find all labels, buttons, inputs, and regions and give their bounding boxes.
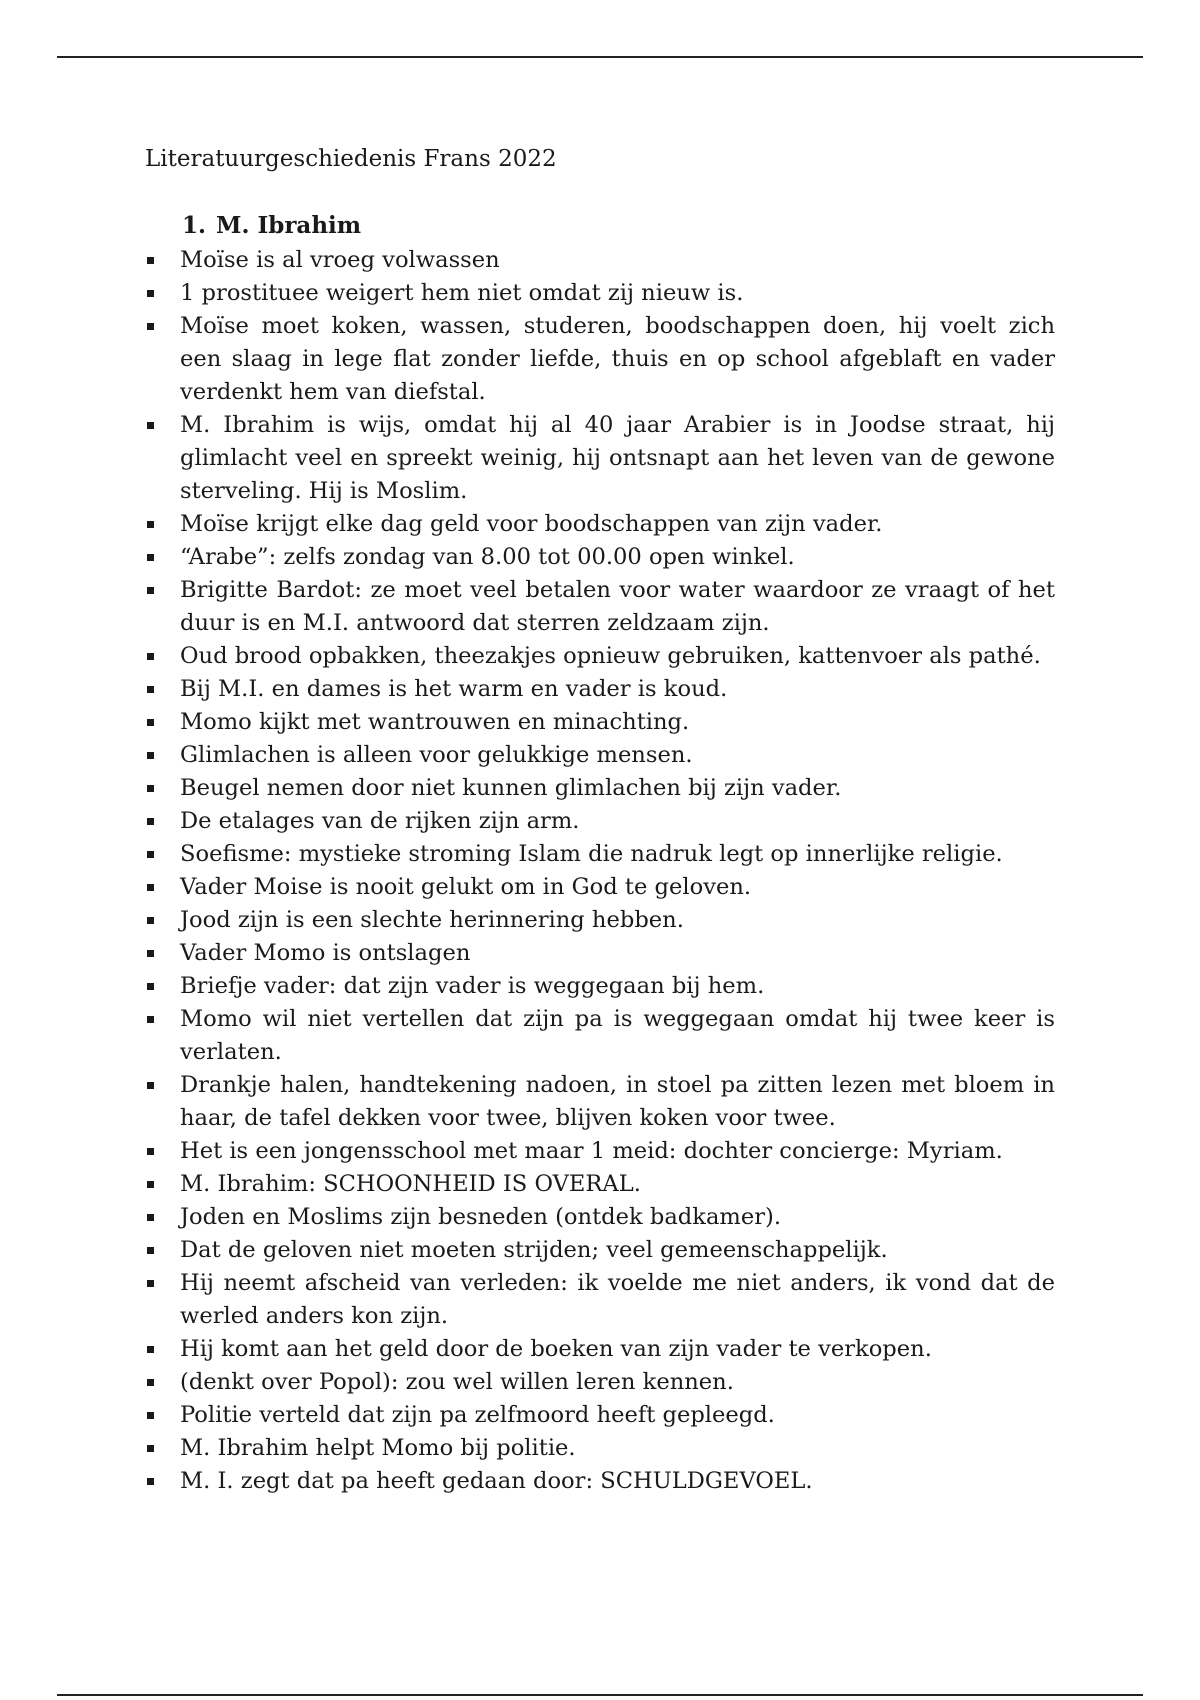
list-item	[145, 1366, 1055, 1399]
list-item-text: Joden en Moslims zijn besneden (ontdek badkamer).	[180, 1204, 782, 1230]
list-item-text: Moïse is al vroeg volwassen	[180, 247, 500, 273]
list-item-text: Het is een jongensschool met maar 1 meid: dochter concierge: Myriam.	[180, 1138, 1003, 1164]
bullet-icon	[147, 719, 154, 726]
bullet-icon	[147, 290, 154, 297]
header-rule	[57, 56, 1143, 58]
list-item	[145, 1333, 1055, 1366]
bullet-icon	[147, 1346, 154, 1353]
list-item	[145, 1003, 1055, 1069]
bullet-icon	[147, 422, 154, 429]
list-item	[145, 409, 1055, 508]
list-item-text: M. Ibrahim helpt Momo bij politie.	[180, 1435, 576, 1461]
document-title: Literatuurgeschiedenis Frans 2022	[145, 146, 557, 172]
list-item-text: Moïse krijgt elke dag geld voor boodschappen van zijn vader.	[180, 511, 883, 537]
list-item	[145, 508, 1055, 541]
bullet-icon	[147, 323, 154, 330]
list-item-text: Glimlachen is alleen voor gelukkige mensen.	[180, 742, 693, 768]
list-item	[145, 1465, 1055, 1498]
section-title: M. Ibrahim	[216, 212, 362, 239]
list-item	[145, 970, 1055, 1003]
list-item	[145, 1069, 1055, 1135]
list-item-text: Politie verteld dat zijn pa zelfmoord heeft gepleegd.	[180, 1402, 775, 1428]
list-item-text: Bij M.I. en dames is het warm en vader is koud.	[180, 676, 728, 702]
list-item-text: “Arabe”: zelfs zondag van 8.00 tot 00.00 open winkel.	[180, 544, 795, 570]
list-item	[145, 1399, 1055, 1432]
bullet-icon	[147, 752, 154, 759]
list-item-text: Momo kijkt met wantrouwen en minachting.	[180, 709, 690, 735]
bullet-icon	[147, 1181, 154, 1188]
bullet-icon	[147, 1214, 154, 1221]
section-heading	[182, 210, 361, 242]
list-item-text: (denkt over Popol): zou wel willen leren kennen.	[180, 1369, 734, 1395]
section-number: 1.	[182, 212, 207, 239]
bullet-icon	[147, 950, 154, 957]
bullet-icon	[147, 983, 154, 990]
list-item-text: Vader Momo is ontslagen	[180, 940, 471, 966]
list-item	[145, 1432, 1055, 1465]
list-item	[145, 1135, 1055, 1168]
list-item	[145, 772, 1055, 805]
list-item-text: M. Ibrahim: SCHOONHEID IS OVERAL.	[180, 1171, 641, 1197]
list-item-text: Soefisme: mystieke stroming Islam die nadruk legt op innerlijke religie.	[180, 841, 1003, 867]
list-item	[145, 838, 1055, 871]
bullet-icon	[147, 1280, 154, 1287]
list-item	[145, 805, 1055, 838]
footer-rule	[57, 1694, 1143, 1696]
bullet-icon	[147, 686, 154, 693]
list-item	[145, 1234, 1055, 1267]
list-item-text: Hij komt aan het geld door de boeken van zijn vader te verkopen.	[180, 1336, 932, 1362]
bullet-icon	[147, 257, 154, 264]
list-item-text: 1 prostituee weigert hem niet omdat zij nieuw is.	[180, 280, 744, 306]
list-item-text: Brigitte Bardot: ze moet veel betalen voor water waardoor ze vraagt of het duur is en M.I. antwoord dat sterren zeldzaam zijn.	[180, 577, 1055, 636]
list-item	[145, 244, 1055, 277]
list-item-text: Hij neemt afscheid van verleden: ik voelde me niet anders, ik vond dat de werled anders kon zijn.	[180, 1270, 1055, 1329]
list-item-text: Briefje vader: dat zijn vader is weggegaan bij hem.	[180, 973, 765, 999]
list-item	[145, 574, 1055, 640]
list-item-text: Jood zijn is een slechte herinnering hebben.	[180, 907, 684, 933]
list-item-text: M. I. zegt dat pa heeft gedaan door: SCHULDGEVOEL.	[180, 1468, 813, 1494]
list-item-text: Dat de geloven niet moeten strijden; veel gemeenschappelijk.	[180, 1237, 888, 1263]
list-item	[145, 871, 1055, 904]
bullet-icon	[147, 653, 154, 660]
list-item	[145, 937, 1055, 970]
bullet-icon	[147, 1379, 154, 1386]
bullet-icon	[147, 1148, 154, 1155]
list-item-text: M. Ibrahim is wijs, omdat hij al 40 jaar Arabier is in Joodse straat, hij glimlacht veel en spreekt weinig, hij ontsnapt aan het leven van de gewone sterveling. Hij is Moslim.	[180, 412, 1055, 504]
list-item-text: De etalages van de rijken zijn arm.	[180, 808, 580, 834]
bullet-icon	[147, 554, 154, 561]
list-item-text: Beugel nemen door niet kunnen glimlachen bij zijn vader.	[180, 775, 842, 801]
bullet-icon	[147, 1478, 154, 1485]
bullet-icon	[147, 1247, 154, 1254]
list-item	[145, 1201, 1055, 1234]
list-item	[145, 739, 1055, 772]
bullet-icon	[147, 521, 154, 528]
bullet-icon	[147, 818, 154, 825]
list-item	[145, 541, 1055, 574]
bullet-list	[145, 244, 1055, 1498]
bullet-icon	[147, 587, 154, 594]
list-item	[145, 673, 1055, 706]
list-item-text: Oud brood opbakken, theezakjes opnieuw gebruiken, kattenvoer als pathé.	[180, 643, 1041, 669]
list-item	[145, 1267, 1055, 1333]
list-item	[145, 706, 1055, 739]
bullet-icon	[147, 917, 154, 924]
list-item	[145, 1168, 1055, 1201]
list-item-text: Vader Moise is nooit gelukt om in God te geloven.	[180, 874, 752, 900]
bullet-icon	[147, 1082, 154, 1089]
bullet-icon	[147, 1016, 154, 1023]
bullet-icon	[147, 1445, 154, 1452]
list-item-text: Momo wil niet vertellen dat zijn pa is weggegaan omdat hij twee keer is verlaten.	[180, 1006, 1055, 1065]
list-item	[145, 904, 1055, 937]
list-item-text: Moïse moet koken, wassen, studeren, boodschappen doen, hij voelt zich een slaag in lege flat zonder liefde, thuis en op school afgeblaft en vader verdenkt hem van diefstal.	[180, 313, 1055, 405]
list-item	[145, 310, 1055, 409]
bullet-icon	[147, 1412, 154, 1419]
list-item	[145, 640, 1055, 673]
bullet-icon	[147, 851, 154, 858]
list-item	[145, 277, 1055, 310]
bullet-icon	[147, 785, 154, 792]
bullet-icon	[147, 884, 154, 891]
list-item-text: Drankje halen, handtekening nadoen, in stoel pa zitten lezen met bloem in haar, de tafel dekken voor twee, blijven koken voor twee.	[180, 1072, 1055, 1131]
